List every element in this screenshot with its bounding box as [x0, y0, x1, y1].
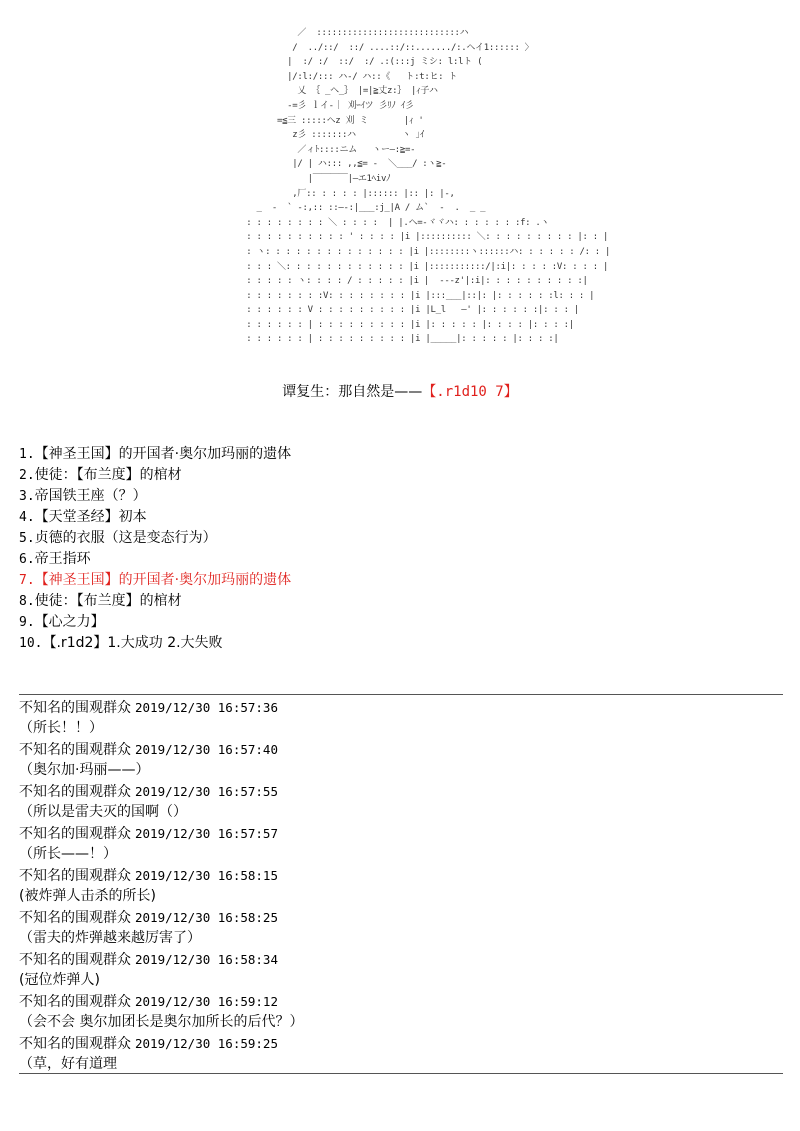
comment-text: （雷夫的炸弹越来越厉害了） [19, 930, 201, 946]
comment-timestamp: 2019/12/30 16:58:15 [135, 868, 278, 883]
art-line: : : : : : ヽ: : : : / : : : : : |i | ---z'|:i|: : : : : : : : : :| [236, 276, 588, 287]
art-line: : : : : : : : : ＼ : : : : | |.ヘ=-ヾヾハ: : : : : : :f: .ヽ [236, 217, 550, 228]
comment-text: （草，好有道理 [19, 1056, 117, 1072]
comment [19, 781, 303, 823]
comment-text: （所长——！） [19, 846, 117, 862]
comment-timestamp: 2019/12/30 16:59:12 [135, 994, 278, 1009]
comment-author: 不知名的围观群众 [19, 742, 131, 758]
comment-timestamp: 2019/12/30 16:57:36 [135, 700, 278, 715]
comment-author: 不知名的围观群众 [19, 826, 131, 842]
comment [19, 949, 303, 991]
list-item: 4.【天堂圣经】初本 [19, 509, 147, 525]
list-item: 1.【神圣王国】的开国者·奥尔加玛丽的遗体 [19, 446, 292, 462]
art-line: : : : : : : : :V: : : : : : : : |i |:::___|::|: |: : : : : :l: : : | [236, 290, 595, 301]
comment-author: 不知名的围观群众 [19, 994, 131, 1010]
comment-text: （所以是雷夫灭的国啊（） [19, 804, 187, 820]
caption-text: 谭复生：那自然是—— [282, 384, 423, 400]
art-line: : : : ＼: : : : : : : : : : : : |i |:::::::::::/|:i|: : : : :V: : : : | [236, 261, 609, 272]
list-item: 5.贞德的衣服（这是变态行为） [19, 530, 217, 546]
art-line: ／ ::::::::::::::::::::::::::::ハ [236, 28, 469, 38]
art-line: _ - ` -:,:: ::―-:|___:j_|A / ム` - . _ _ [236, 203, 486, 214]
story-caption [0, 383, 800, 401]
list-item-selected: 7.【神圣王国】的开国者·奥尔加玛丽的遗体 [19, 572, 292, 588]
comment-timestamp: 2019/12/30 16:58:34 [135, 952, 278, 967]
art-line: : : : : : : V : : : : : : : : : |i |L_l ―' |: : : : : :|: : : | [236, 305, 579, 316]
comment [19, 865, 303, 907]
comment-author: 不知名的围观群众 [19, 1036, 131, 1052]
comment-section [19, 697, 303, 1075]
comment-text: （奥尔加·玛丽——） [19, 762, 150, 778]
art-line: : : : : : : | : : : : : : : : : |i |: : : : : |: : : : |: : : :| [236, 319, 574, 330]
comment [19, 739, 303, 781]
list-item: 10.【.r1d2】1.大成功 2.大失败 [19, 635, 223, 651]
comment-timestamp: 2019/12/30 16:58:25 [135, 910, 278, 925]
comment [19, 697, 303, 739]
comment-author: 不知名的围观群众 [19, 784, 131, 800]
comment-timestamp: 2019/12/30 16:59:25 [135, 1036, 278, 1051]
comment-author: 不知名的围观群众 [19, 868, 131, 884]
art-line: -=彡 ｌイ-｜ 刈ｰｲツ 彡ﾘﾉ ｲ彡 [236, 100, 414, 111]
art-line: z彡 :::::::ハ ヽ ｣ｲ [236, 130, 425, 141]
option-list [19, 444, 291, 654]
comment-text: (被炸弹人击杀的所长) [19, 888, 156, 904]
art-line: 乂 ｛ _ヘ_｝ |=|≧丈z:｝ |ｨ子ハ [236, 86, 438, 97]
art-line: ／ィﾄ::::ニム ヽー―:≧=- [236, 144, 416, 155]
list-item: 6.帝王指环 [19, 551, 91, 567]
divider-bottom [19, 1073, 783, 1074]
list-item: 3.帝国铁王座（？） [19, 488, 147, 504]
art-line: : ヽ: : : : : : : : : : : : : : |i |::::::::ヽ::::::ハ: : : : : : /: : | [236, 246, 611, 257]
comment [19, 823, 303, 865]
ascii-art-illustration [236, 26, 611, 347]
divider-top [19, 694, 783, 695]
art-line: : : : : : : : : : : ' : : : : |i |:::::::::: ＼: : : : : : : : : |: : | [236, 232, 609, 243]
comment [19, 991, 303, 1033]
comment [19, 907, 303, 949]
list-item: 9.【心之力】 [19, 614, 105, 630]
comment-text: (冠位炸弹人) [19, 972, 100, 988]
comment-text: （所长！！） [19, 720, 103, 736]
art-line: =≦三 :::::ヘz 刈 ミ |ｨ ' [236, 115, 424, 126]
art-line: |/ | ハ::: ,,≦= - ＼___/ :ヽ≧- [236, 159, 447, 170]
comment-author: 不知名的围观群众 [19, 700, 131, 716]
comment-author: 不知名的围观群众 [19, 910, 131, 926]
art-line: : : : : : : | : : : : : : : : : |i |_____|: : : : : |: : : :| [236, 334, 559, 345]
art-line: | :/ :/ ::/ :/ .:(:::j ミシ: l:lト ( [236, 57, 483, 68]
list-item: 2.使徒：【布兰度】的棺材 [19, 467, 182, 483]
art-line: |/:l:/::: ハ-/ ハ::《 ト:t:ヒ: ト [236, 71, 458, 82]
comment-timestamp: 2019/12/30 16:57:40 [135, 742, 278, 757]
comment-timestamp: 2019/12/30 16:57:57 [135, 826, 278, 841]
art-line: / ../::/ ::/ ....::/::......./:.ヘイ1:::::: 〉 [236, 42, 534, 53]
comment-author: 不知名的围观群众 [19, 952, 131, 968]
comment-timestamp: 2019/12/30 16:57:55 [135, 784, 278, 799]
comment [19, 1033, 303, 1075]
art-line: ,厂:: : : : : |:::::: |:: |: |-, [236, 188, 455, 199]
dice-roll-result: 【.r1d10 7】 [422, 384, 518, 400]
comment-text: （会不会 奥尔加团长是奥尔加所长的后代？） [19, 1014, 304, 1030]
art-line: |￣￣￣￣|―エ1ﾍivﾉ [236, 173, 391, 184]
list-item: 8.使徒：【布兰度】的棺材 [19, 593, 182, 609]
